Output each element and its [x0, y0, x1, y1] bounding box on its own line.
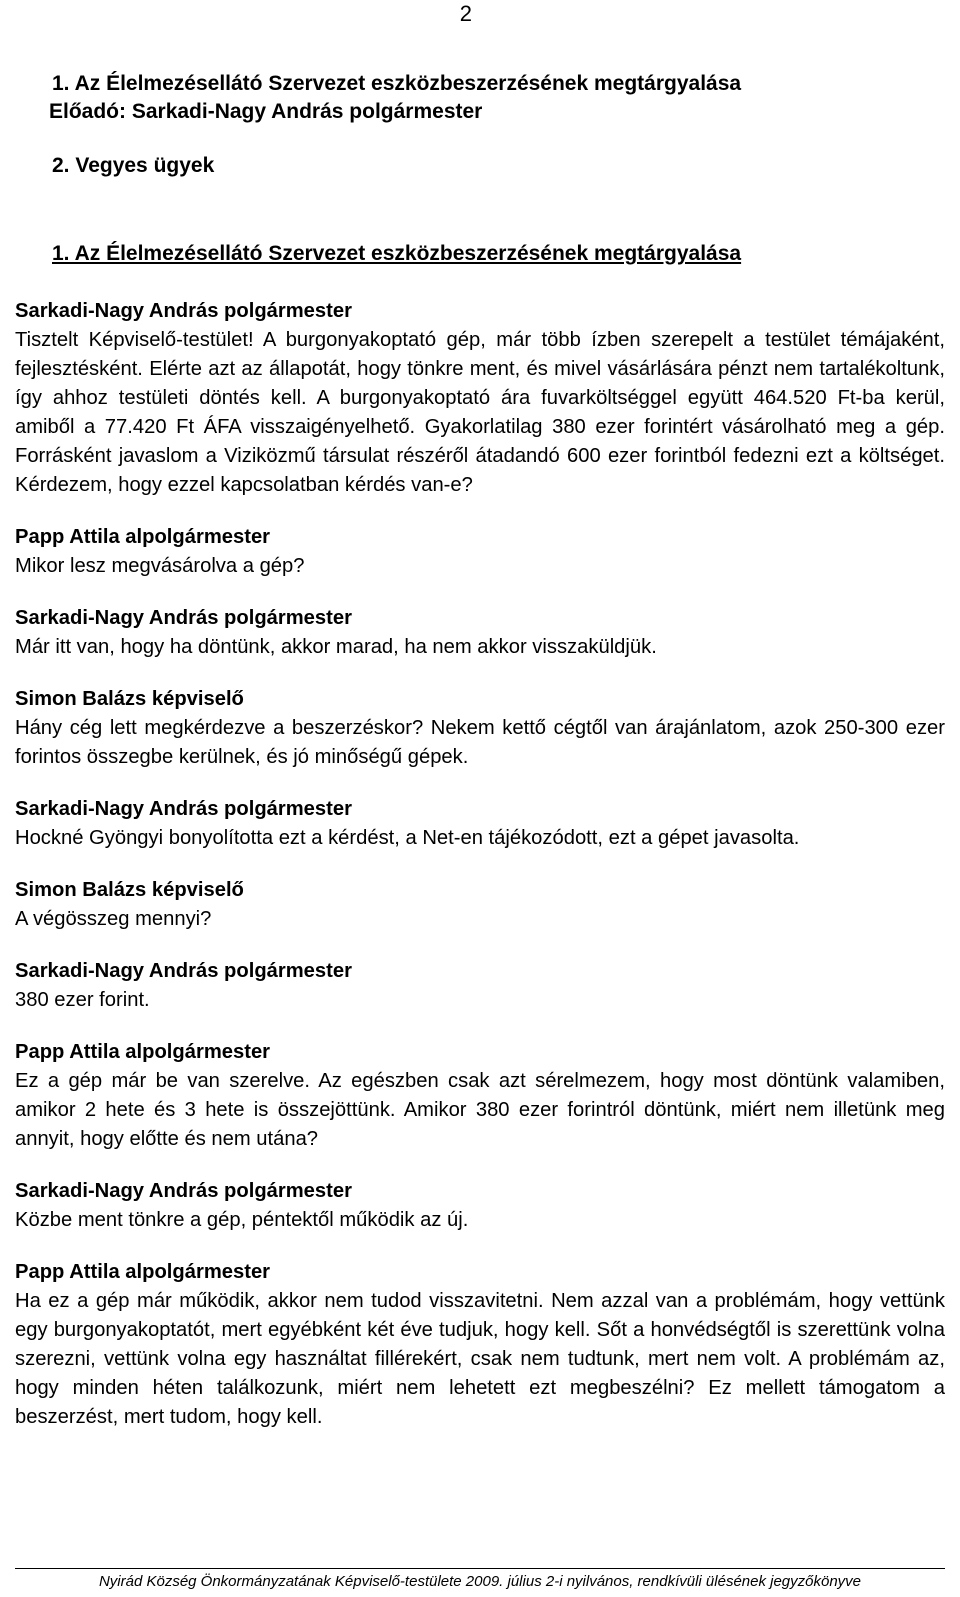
agenda-list — [49, 70, 742, 180]
speech-text: Hockné Gyöngyi bonyolította ezt a kérdést, a Net-en tájékozódott, ezt a gépet javasolta. — [15, 827, 800, 849]
speaker-name: Papp Attila alpolgármester — [15, 526, 271, 548]
speech-text: Közbe ment tönkre a gép, péntektől működik az új. — [15, 1209, 469, 1231]
speech-block — [15, 297, 945, 500]
speaker-name: Papp Attila alpolgármester — [15, 1261, 271, 1283]
page-footer: Nyirád Község Önkormányzatának Képviselő-testülete 2009. július 2-i nyilvános, rendkívüli ülésének jegyzőkönyve — [98, 1573, 862, 1590]
speech-text: Tisztelt Képviselő-testület! A burgonyakoptató gép, már több ízben szerepelt a testület témájaként, fejlesztésként. Elérte azt az állapotát, hogy tönkre ment, és mivel vásárlására pénzt nem tartalékoltunk, így ahhoz testületi döntés kell. A burgonyakoptató ára fuvarköltséggel együtt 464.520 Ft-ba kerül, amiből a 77.420 Ft ÁFA visszaigényelhető. Gyakorlatilag 380 ezer forintért vásárolható meg a gép. Forrásként javaslom a Viziközmű társulat részéről átadandó 600 ezer forintból fedezni ezt a költséget. Kérdezem, hogy ezzel kapcsolatban kérdés van-e? — [15, 329, 945, 496]
page-number: 2 — [459, 1, 472, 26]
speech-text: Hány cég lett megkérdezve a beszerzéskor? Nekem kettő cégtől van árajánlatom, azok 250-300 ezer forintos összegbe kerülnek, és jó minőségű gépek. — [15, 717, 945, 768]
speech-block — [15, 795, 945, 853]
speech-block — [15, 957, 945, 1015]
agenda-item-1-presenter: Előadó: Sarkadi-Nagy András polgármester — [49, 100, 483, 123]
speech-text: 380 ezer forint. — [15, 989, 150, 1011]
speaker-name: Sarkadi-Nagy András polgármester — [15, 1180, 352, 1202]
speech-block — [15, 1177, 945, 1235]
minutes-body — [15, 297, 945, 1455]
speaker-name: Sarkadi-Nagy András polgármester — [15, 798, 352, 820]
footer-divider — [15, 1568, 945, 1569]
speech-block — [15, 604, 945, 662]
speech-text: Ha ez a gép már működik, akkor nem tudod visszavitetni. Nem azzal van a problémám, hogy vettünk egy burgonyakoptatót, mert egyébként két éve tudjuk, hogy kell. Sőt a honvédségtől is szerettünk volna szerezni, vettünk volna egy használtat fillérekért, csak nem tudtunk, mert nem volt. A problémám az, hogy minden héten találkozunk, miért nem lehetett ezt megbeszélni? Ez mellett támogatom a beszerzést, mert tudom, hogy kell. — [15, 1290, 945, 1428]
speech-text: Mikor lesz megvásárolva a gép? — [15, 555, 305, 577]
speech-block — [15, 876, 945, 934]
speaker-name: Simon Balázs képviselő — [15, 879, 244, 901]
speech-text: Ez a gép már be van szerelve. Az egészben csak azt sérelmezem, hogy most döntünk valamiben, amikor 2 hete és 3 hete is összejöttünk. Amikor 380 ezer forintról döntünk, miért nem illetünk meg annyit, hogy előtte és nem utána? — [15, 1070, 945, 1150]
speech-block — [15, 685, 945, 772]
speech-block — [15, 523, 945, 581]
speaker-name: Papp Attila alpolgármester — [15, 1041, 271, 1063]
speaker-name: Sarkadi-Nagy András polgármester — [15, 300, 352, 322]
speech-text: A végösszeg mennyi? — [15, 908, 212, 930]
agenda-item-2: 2. Vegyes ügyek — [52, 154, 215, 177]
speaker-name: Sarkadi-Nagy András polgármester — [15, 607, 352, 629]
section-heading: 1. Az Élelmezésellátó Szervezet eszközbeszerzésének megtárgyalása — [52, 242, 742, 265]
speaker-name: Sarkadi-Nagy András polgármester — [15, 960, 352, 982]
speech-block — [15, 1038, 945, 1154]
speaker-name: Simon Balázs képviselő — [15, 688, 244, 710]
speech-text: Már itt van, hogy ha döntünk, akkor marad, ha nem akkor visszaküldjük. — [15, 636, 657, 658]
agenda-item-1: 1. Az Élelmezésellátó Szervezet eszközbeszerzésének megtárgyalása — [52, 72, 742, 95]
speech-block — [15, 1258, 945, 1432]
